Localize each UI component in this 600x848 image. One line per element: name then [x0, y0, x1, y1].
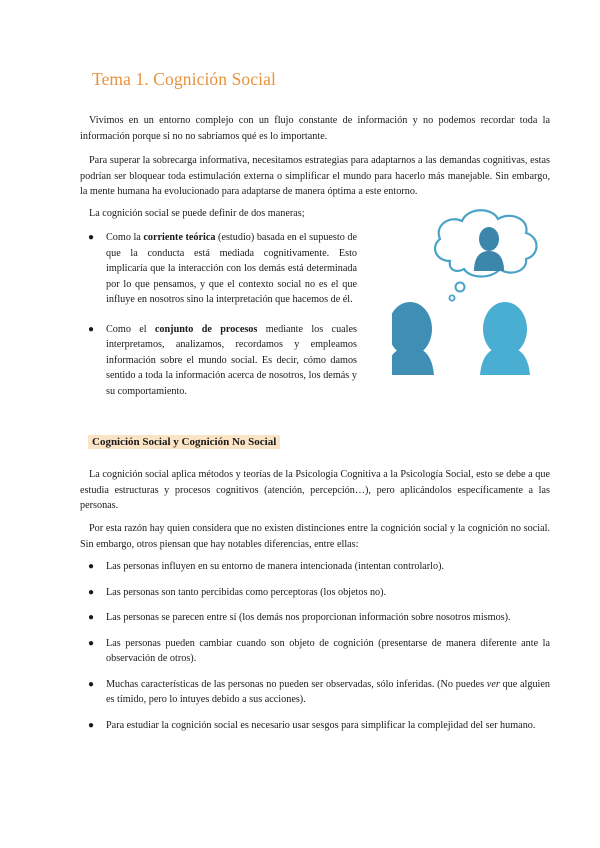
text-fragment: que alguien es tímido, pero lo intuyes debido a sus acciones).	[106, 678, 550, 705]
bullet-icon: ●	[88, 637, 95, 649]
list-item	[80, 322, 357, 400]
section-paragraph-1: La cognición social aplica métodos y teorías de la Psicología Cognitiva a la Psicología Social, esto se debe a que estudia estructuras y procesos cognitivos (atención, percepción…), pero aplicándolos específicamente a las personas.	[80, 469, 550, 511]
bullet-icon: ●	[88, 678, 95, 690]
bullet-icon: ●	[88, 232, 95, 243]
bold-term: conjunto de procesos	[154, 323, 258, 335]
italic-term: ver	[486, 678, 500, 690]
intro-paragraph-2: Para superar la sobrecarga informativa, necesitamos estrategias para adaptarnos a las demandas cognitivas, estas podrían ser bloquear toda estimulación externa o simplificar el mundo para hacerlo más manejable. Sin embargo, la mente humana ha evolucionado para adaptarse de manera óptima a este entorno.	[80, 155, 550, 197]
text-fragment: Como el	[106, 323, 155, 335]
bullet-icon: ●	[88, 612, 95, 623]
text-fragment: Para estudiar la cognición social es necesario usar sesgos para simplificar la complejidad del ser humano.	[106, 719, 536, 731]
list-item	[80, 636, 550, 667]
text-fragment: Como la	[106, 232, 144, 243]
list-item	[80, 718, 550, 734]
intro-paragraph-3: La cognición social se puede definir de dos maneras;	[89, 208, 305, 219]
list-item	[80, 585, 550, 601]
text-fragment: Muchas características de las personas no pueden ser observadas, sólo inferidas. (No puedes	[106, 678, 487, 690]
text-fragment: Las personas pueden cambiar cuando son objeto de cognición (presentarse de manera diferente ante la observación de otros).	[106, 637, 550, 664]
section-heading: Cognición Social y Cognición No Social	[88, 435, 280, 449]
definitions-list	[80, 230, 357, 413]
right-head	[480, 302, 530, 375]
text-fragment: Las personas influyen en su entorno de manera intencionada (intentan controlarlo).	[106, 561, 445, 572]
text-fragment: mediante los cuales interpretamos, analizamos, recordamos y empleamos información sobre el mundo social. Es decir, cómo damos sentido a toda la información acerca de nosotros, los demás y su comportamiento.	[106, 323, 357, 397]
bullet-icon: ●	[88, 586, 95, 598]
text-fragment: (estudio) basada en el supuesto de que la conducta está mediada cognitivamente. Esto implicaría que la interacción con los demás está determinada por lo que pensamos, y que el contexto social no es el que influye en nosotros sino la interpretación que hacemos de él.	[106, 232, 357, 305]
bullet-icon: ●	[88, 561, 95, 572]
differences-list	[80, 559, 550, 743]
list-item	[80, 677, 550, 708]
list-item	[80, 230, 357, 308]
thought-bubble-tiny	[449, 295, 454, 300]
page-title: Tema 1. Cognición Social	[92, 69, 276, 89]
text-fragment: Las personas son tanto percibidas como perceptoras (los objetos no).	[106, 586, 387, 598]
list-item	[80, 559, 550, 575]
thought-bubble-small	[456, 283, 465, 292]
thinking-heads-icon	[392, 203, 554, 375]
list-item	[80, 610, 550, 626]
text-fragment: Las personas se parecen entre sí (los demás nos proporcionan información sobre nosotros mismos).	[106, 612, 511, 623]
bullet-icon: ●	[88, 323, 95, 335]
left-head	[392, 302, 434, 375]
bullet-icon: ●	[88, 719, 95, 731]
intro-paragraph-1: Vivimos en un entorno complejo con un flujo constante de información y no podemos recordar toda la información porque si no no sabríamos qué es lo importante.	[80, 115, 550, 142]
small-head	[474, 227, 504, 271]
bold-term: corriente teórica	[143, 232, 216, 243]
section-paragraph-2: Por esta razón hay quien considera que no existen distinciones entre la cognición social y la cognición no social. Sin embargo, otros piensan que hay notables diferencias, entre ellas:	[80, 523, 550, 550]
